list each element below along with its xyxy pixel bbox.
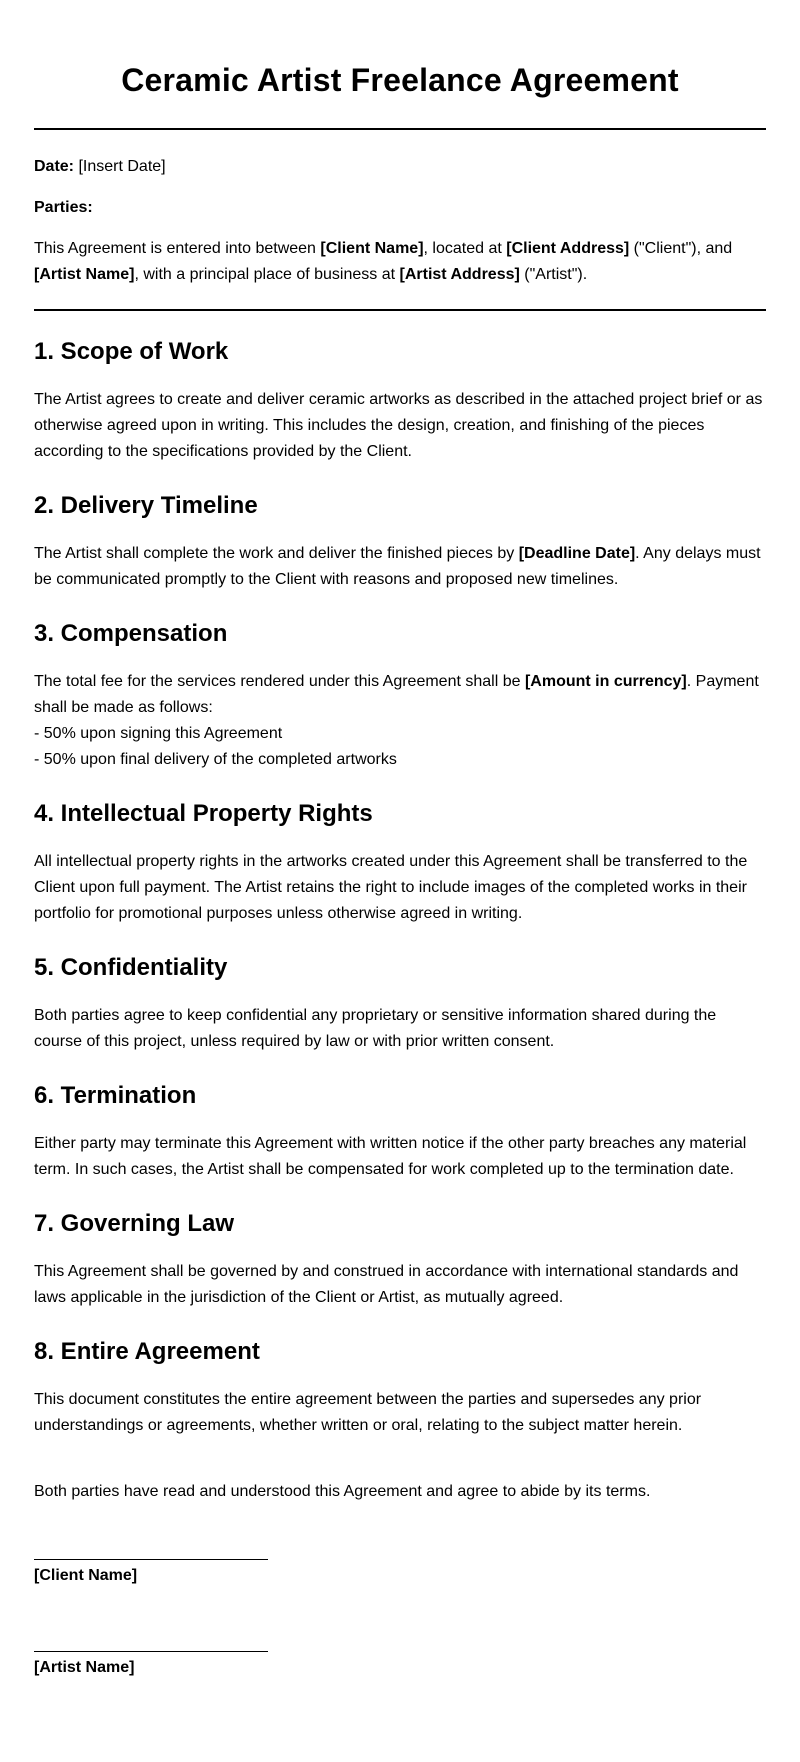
section-compensation [34,619,766,773]
body-text: . Payment shall be made as follows: [34,673,759,716]
section-heading: 8. Entire Agreement [34,1338,260,1365]
body-text: The total fee for the services rendered under this Agreement shall be [34,673,525,690]
client-signature-name: [Client Name] [34,1567,138,1584]
section-body: Both parties agree to keep confidential any proprietary or sensitive information shared during the course of this project, unless required by law or with prior written consent. [34,1007,717,1050]
amount-placeholder: [Amount in currency] [524,673,687,690]
section-entire-agreement [34,1337,766,1439]
deadline-placeholder: [Deadline Date] [518,545,636,562]
section-heading: 3. Compensation [34,620,228,647]
section-heading: 5. Confidentiality [34,954,228,981]
intro-text: , with a principal place of business at [134,266,400,283]
body-text: . Any delays must be communicated promptly to the Client with reasons and proposed new timelines. [34,545,761,588]
parties-label: Parties: [34,199,93,216]
date-line [34,154,766,180]
section-governing-law [34,1209,766,1311]
parties-divider [34,309,766,311]
signature-line[interactable] [34,1559,268,1560]
section-ip [34,799,766,927]
client-address-placeholder: [Client Address] [506,240,630,257]
section-heading: 1. Scope of Work [34,338,229,365]
section-body: This Agreement shall be governed by and construed in accordance with international standards and laws applicable in the jurisdiction of the Client or Artist, as mutually agreed. [34,1263,739,1306]
section-heading: 4. Intellectual Property Rights [34,800,373,827]
section-termination [34,1081,766,1183]
section-scope [34,337,766,465]
intro-text: ("Artist"). [519,266,588,283]
parties-intro [34,236,766,288]
intro-text: This Agreement is entered into between [34,240,321,257]
payment-item: - 50% upon final delivery of the completed artworks [34,751,397,768]
section-heading: 6. Termination [34,1082,197,1109]
section-heading: 7. Governing Law [34,1210,235,1237]
artist-signature-name: [Artist Name] [34,1659,135,1676]
section-confidentiality [34,953,766,1055]
intro-text: , located at [423,240,507,257]
section-body: Either party may terminate this Agreement with written notice if the other party breaches any material term. In such cases, the Artist shall be compensated for work completed up to the termination date. [34,1135,747,1178]
section-delivery [34,491,766,593]
client-name-placeholder: [Client Name] [320,240,424,257]
section-body [34,669,766,773]
date-value: [Insert Date] [78,158,166,175]
document-title: Ceramic Artist Freelance Agreement [121,62,679,98]
section-body: This document constitutes the entire agreement between the parties and supersedes any prior understandings or agreements, whether written or oral, relating to the subject matter herein. [34,1391,702,1434]
date-label: Date: [34,158,75,175]
section-body [34,541,766,593]
closing-statement: Both parties have read and understood this Agreement and agree to abide by its terms. [34,1483,651,1500]
body-text: The Artist shall complete the work and deliver the finished pieces by [34,545,519,562]
artist-address-placeholder: [Artist Address] [399,266,520,283]
payment-item: - 50% upon signing this Agreement [34,725,283,742]
intro-text: ("Client"), and [629,240,733,257]
client-signature-block [34,1559,766,1587]
section-heading: 2. Delivery Timeline [34,492,258,519]
artist-name-placeholder: [Artist Name] [34,266,135,283]
section-body: All intellectual property rights in the artworks created under this Agreement shall be transferred to the Client upon full payment. The Artist retains the right to include images of the completed works in their portfolio for promotional purposes unless otherwise agreed in writing. [34,853,748,922]
section-body: The Artist agrees to create and deliver ceramic artworks as described in the attached project brief or as otherwise agreed upon in writing. This includes the design, creation, and finishing of the pieces according to the specifications provided by the Client. [34,391,763,460]
signature-line[interactable] [34,1651,268,1652]
artist-signature-block [34,1651,766,1679]
header-divider [34,128,766,130]
